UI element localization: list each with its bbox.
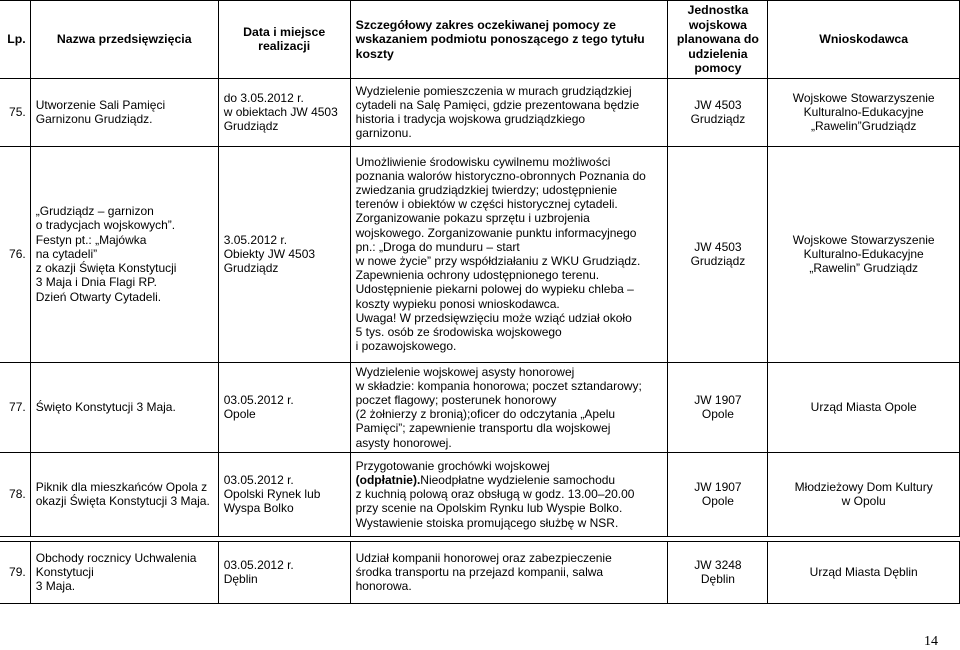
text-line: Obchody rocznicy Uchwalenia [35, 550, 197, 565]
text-line: poznania walorów historyczno-obronnych Poznania do [355, 168, 646, 183]
text-line: 03.05.2012 r. [223, 558, 294, 573]
text-line [356, 473, 663, 487]
text-line: Urząd Miasta Dęblin [809, 565, 918, 580]
text-line: Opolski Rynek lub [223, 487, 321, 502]
cell-scope [350, 146, 668, 362]
cell-applicant [768, 362, 960, 452]
text-line: Grudziądz [223, 119, 279, 134]
text-line: z okazji Święta Konstytucji [35, 261, 177, 276]
cell-name [30, 452, 218, 536]
text-line: JW 4503 [694, 97, 742, 112]
cell-applicant [768, 146, 960, 362]
table-header-row [0, 1, 960, 79]
table-row [0, 452, 960, 536]
cell-scope [350, 78, 668, 146]
header-line: wskazaniem podmiotu ponoszącego z tego tytułu [355, 32, 645, 46]
text-line: poczet flagowy; posterunek honorowy [355, 392, 557, 407]
table-row [0, 146, 960, 362]
text-line: i pozawojskowego. [355, 339, 457, 354]
cell-date-place [218, 146, 350, 362]
cell-applicant [768, 541, 960, 603]
header-date-place [218, 1, 350, 79]
text-line: Grudziądz [690, 112, 746, 126]
text-line: (2 żołnierzy z bronią);oficer do odczytania „Apelu [355, 407, 616, 422]
cell-date-place [218, 452, 350, 536]
text-line: garnizonu. [355, 126, 412, 141]
text-line: z kuchnią polową oraz obsługą w godz. 13.00–20.00 [355, 487, 635, 502]
text-line: Wyspa Bolko [223, 501, 294, 516]
header-line: Data i miejsce [243, 24, 326, 39]
text-line: Zorganizowanie pokazu sprzętu i uzbrojenia [355, 211, 590, 226]
text-segment: Przygotowanie grochówki wojskowej [355, 458, 550, 473]
cell-unit [668, 146, 768, 362]
cell-name [30, 146, 218, 362]
text-line: Udział kompanii honorowej oraz zabezpieczenie [355, 550, 612, 565]
table-row [0, 78, 960, 146]
cell-date-place [218, 541, 350, 603]
text-line: Wojskowe Stowarzyszenie [792, 90, 935, 105]
text-line: Dęblin [223, 572, 258, 587]
text-line: w nowe życie” przy współdziałaniu z WKU Grudziądz. [355, 254, 641, 268]
text-line: Opole [223, 407, 256, 422]
text-line: „Rawelin”Grudziądz [811, 119, 917, 134]
text-line: 3 Maja. [35, 579, 76, 594]
text-line: terenów i obiektów w części historycznej cytadeli. [355, 197, 618, 212]
text-line: 3.05.2012 r. [223, 232, 288, 247]
table-row [0, 362, 960, 452]
header-line: realizacji [258, 39, 311, 54]
text-line: Pamięci”; zapewnienie transportu dla wojskowej [355, 421, 611, 436]
text-line: JW 3248 [694, 558, 742, 573]
header-name: Nazwa przedsięwzięcia [30, 1, 218, 79]
text-line: do 3.05.2012 r. [223, 90, 304, 105]
text-line: Dzień Otwarty Cytadeli. [35, 289, 162, 304]
text-line: historia i tradycja wojskowa grudziądzkiego [355, 112, 586, 126]
text-line: 5 tys. osób ze środowiska wojskowego [355, 325, 562, 340]
text-line: koszty wypieku ponosi wnioskodawca. [355, 296, 560, 311]
text-line: pn.: „Droga do munduru – start [355, 239, 520, 254]
cell-unit [668, 452, 768, 536]
text-line: Festyn pt.: „Majówka [35, 232, 147, 247]
text-line: Opole [701, 494, 734, 509]
cell-scope [350, 452, 668, 536]
header-lp: Lp. [0, 1, 30, 79]
header-line: wojskowa [688, 17, 747, 32]
header-line: udzielenia [688, 46, 748, 61]
text-line: 3 Maja i Dnia Flagi RP. [35, 275, 157, 290]
text-line: JW 4503 [694, 239, 742, 254]
cell-date-place [218, 362, 350, 452]
cell-name [30, 362, 218, 452]
text-line: zwiedzania grudziądzkiej twierdzy; udostępnienie [355, 182, 618, 197]
text-line: 03.05.2012 r. [223, 392, 294, 407]
table-row [0, 541, 960, 603]
text-line: JW 1907 [694, 392, 742, 407]
cell-scope [350, 541, 668, 603]
cell-lp: 78. [0, 452, 30, 536]
text-line [356, 459, 663, 473]
header-line: planowana do [676, 32, 759, 46]
cell-applicant [768, 452, 960, 536]
cell-unit [668, 78, 768, 146]
text-line: Kulturalno-Edukacyjne [803, 104, 924, 119]
text-line: Utworzenie Sali Pamięci [35, 97, 166, 112]
text-line: Opole [701, 407, 734, 422]
text-line: „Rawelin” Grudziądz [809, 261, 919, 276]
cell-lp: 76. [0, 146, 30, 362]
text-line: asysty honorowej. [355, 435, 452, 450]
text-line: przy scenie na Opolskim Rynku lub Wyspie Bolko. [355, 501, 623, 516]
text-line: Zapewnienia ochrony udostępnionego terenu. [355, 268, 600, 283]
text-segment-bold: (odpłatnie). [355, 472, 421, 487]
text-line: środka transportu na przejazd kompanii, salwa [355, 565, 604, 580]
cell-lp: 75. [0, 78, 30, 146]
text-line: Umożliwienie środowisku cywilnemu możliwości [355, 154, 611, 169]
text-line: Wydzielenie pomieszczenia w murach grudziądzkiej [355, 83, 632, 98]
text-line: Wystawienie stoiska promującego służbę w NSR. [355, 515, 619, 530]
page-number: 14 [924, 634, 938, 649]
cell-scope [350, 362, 668, 452]
text-line: Dęblin [700, 572, 735, 587]
text-line: honorowa. [355, 579, 412, 594]
text-line: Wojskowe Stowarzyszenie [792, 232, 935, 247]
text-line: w składzie: kompania honorowa; poczet sztandarowy; [355, 378, 642, 393]
text-line: JW 1907 [694, 480, 742, 495]
text-line: na cytadeli” [35, 246, 98, 261]
text-line: w obiektach JW 4503 [223, 104, 338, 119]
text-line: okazji Święta Konstytucji 3 Maja. [35, 494, 210, 509]
text-line: Obiekty JW 4503 [223, 246, 316, 261]
header-line: koszty [355, 46, 394, 61]
text-line: 03.05.2012 r. [223, 472, 294, 487]
text-line: w Opolu [841, 494, 886, 509]
cell-date-place [218, 78, 350, 146]
text-line: Konstytucji [35, 565, 94, 580]
text-line: o tradycjach wojskowych”. [35, 218, 176, 233]
text-line: Uwaga! W przedsięwzięciu może wziąć udział około [355, 310, 632, 325]
cell-lp: 79. [0, 541, 30, 603]
text-line: Grudziądz [690, 254, 746, 268]
text-line: Urząd Miasta Opole [810, 400, 917, 414]
text-line: Piknik dla mieszkańców Opola z [35, 480, 208, 495]
text-line: Grudziądz [223, 261, 279, 276]
header-scope [350, 1, 668, 79]
text-line: Udostępnienie piekarni polowej do wypieku chleba – [355, 282, 634, 297]
text-line: cytadeli na Salę Pamięci, gdzie prezentowana będzie [355, 97, 640, 112]
text-line: Święto Konstytucji 3 Maja. [35, 400, 176, 414]
text-line: wojskowego. Zorganizowanie punktu informacyjnego [355, 225, 637, 240]
cell-name [30, 78, 218, 146]
header-line: pomocy [694, 61, 742, 75]
cell-name [30, 541, 218, 603]
header-line: Jednostka [687, 3, 749, 17]
cell-unit [668, 362, 768, 452]
cell-lp: 77. [0, 362, 30, 452]
header-unit [668, 1, 768, 79]
text-line: Młodzieżowy Dom Kultury [794, 480, 933, 495]
text-segment: Nieodpłatne wydzielenie samochodu [420, 472, 616, 487]
cell-applicant [768, 78, 960, 146]
header-line: Szczegółowy zakres oczekiwanej pomocy ze [355, 17, 617, 32]
text-line: Garnizonu Grudziądz. [35, 112, 153, 126]
text-line: „Grudziądz – garnizon [35, 204, 154, 219]
cell-unit [668, 541, 768, 603]
header-applicant: Wnioskodawca [768, 1, 960, 79]
text-line: Wydzielenie wojskowej asysty honorowej [355, 364, 575, 379]
text-line: Kulturalno-Edukacyjne [803, 246, 924, 261]
